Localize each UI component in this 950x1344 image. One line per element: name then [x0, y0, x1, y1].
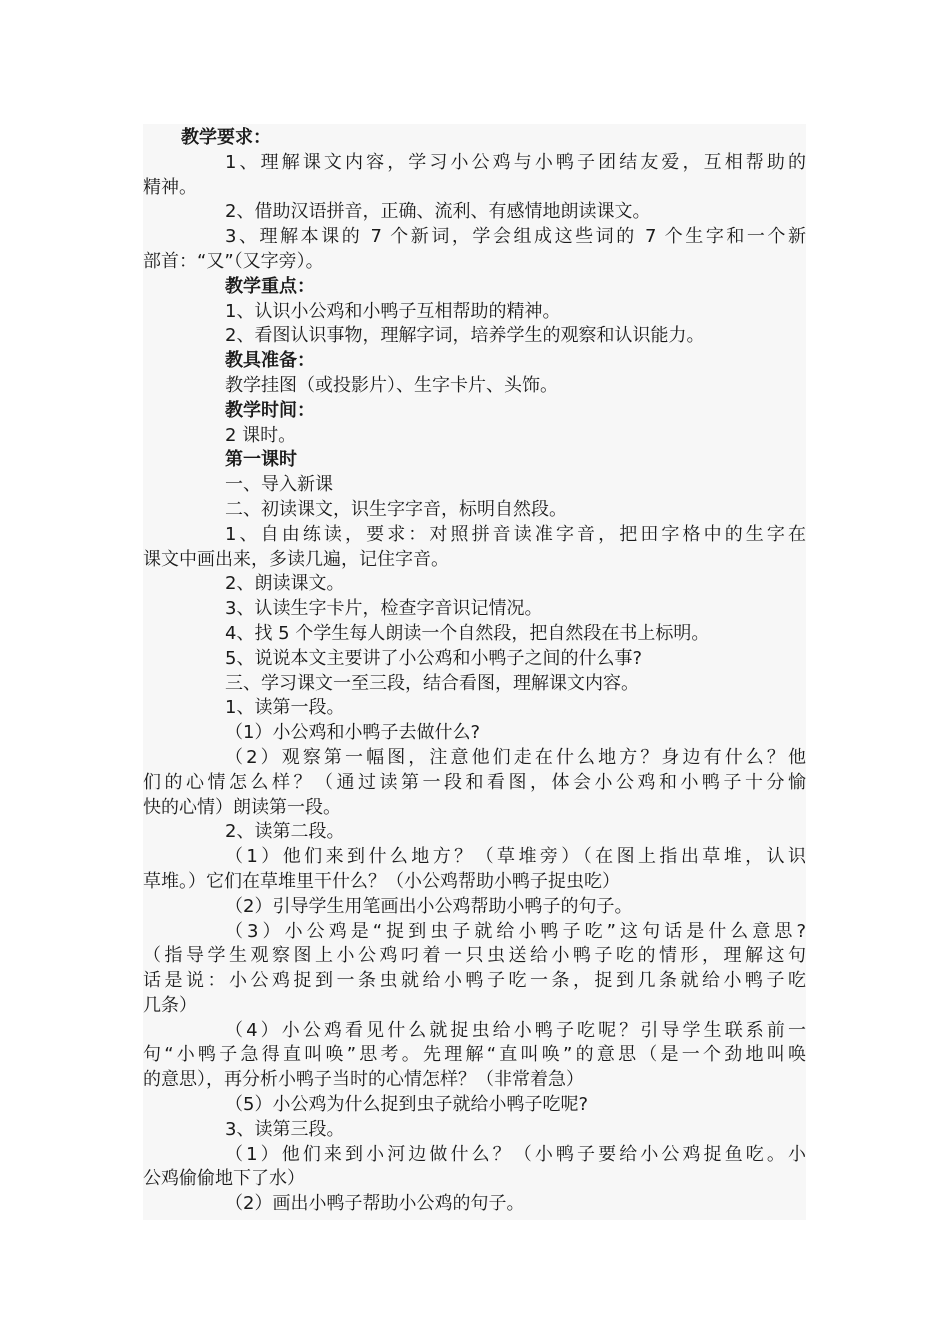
text-line: 公鸡偷偷地下了水）	[143, 1168, 305, 1190]
text-line: 几条）	[143, 994, 197, 1016]
text-line: （1）他们来到小河边做什么？（小鸭子要给小公鸡捉鱼吃。小	[225, 1143, 806, 1165]
text-line: 1、自由练读，要求：对照拼音读准字音，把田字格中的生字在	[225, 523, 806, 545]
text-line: （1）小公鸡和小鸭子去做什么?	[225, 722, 481, 744]
text-line: 2、借助汉语拼音，正确、流利、有感情地朗读课文。	[225, 201, 651, 223]
text-line: 二、初读课文，识生字字音，标明自然段。	[225, 498, 567, 520]
text-line: 4、找 5 个学生每人朗读一个自然段，把自然段在书上标明。	[225, 622, 710, 644]
text-line: 部首：“又”（又字旁）。	[143, 250, 324, 272]
text-line: （2）引导学生用笔画出小公鸡帮助小鸭子的句子。	[225, 895, 633, 917]
section-heading: 教具准备：	[225, 350, 315, 372]
text-line: 2、读第二段。	[225, 821, 345, 843]
text-line: 2 课时。	[225, 424, 297, 446]
section-heading: 教学要求：	[181, 127, 271, 148]
text-line: 1、理解课文内容，学习小公鸡与小鸭子团结友爱，互相帮助的	[225, 151, 806, 173]
text-line: 课文中画出来，多读几遍，记住字音。	[143, 548, 449, 570]
text-line: 三、学习课文一至三段，结合看图，理解课文内容。	[225, 672, 639, 694]
text-line: 2、朗读课文。	[225, 573, 345, 595]
text-line: 3、理解本课的 7 个新词，学会组成这些词的 7 个生字和一个新	[225, 226, 806, 248]
text-line: 5、说说本文主要讲了小公鸡和小鸭子之间的什么事?	[225, 647, 643, 669]
text-line: 句“小鸭子急得直叫唤”思考。先理解“直叫唤”的意思（是一个劲地叫唤	[143, 1044, 806, 1066]
text-line: （2）画出小鸭子帮助小公鸡的句子。	[225, 1193, 525, 1215]
text-line: （指导学生观察图上小公鸡叼着一只虫送给小鸭子吃的情形，理解这句	[143, 945, 806, 967]
text-line: （4）小公鸡看见什么就捉虫给小鸭子吃呢？引导学生联系前一	[225, 1019, 806, 1041]
section-heading: 第一课时	[225, 449, 297, 471]
text-line: 快的心情）朗读第一段。	[143, 796, 341, 818]
text-line: 教学挂图（或投影片）、生字卡片、头饰。	[225, 374, 558, 396]
text-line: 3、认读生字卡片，检查字音识记情况。	[225, 598, 543, 620]
lesson-plan-text	[143, 124, 806, 1217]
text-line: （3）小公鸡是“捉到虫子就给小鸭子吃”这句话是什么意思?	[225, 920, 806, 942]
text-line: 草堆。）它们在草堆里干什么？（小公鸡帮助小鸭子捉虫吃）	[143, 870, 620, 892]
section-heading: 教学时间：	[225, 399, 315, 421]
text-line: 2、看图认识事物，理解字词，培养学生的观察和认识能力。	[225, 325, 705, 347]
text-line: 1、认识小公鸡和小鸭子互相帮助的精神。	[225, 300, 561, 322]
text-line: （2）观察第一幅图，注意他们走在什么地方？身边有什么？他	[225, 746, 806, 768]
text-line: 话是说：小公鸡捉到一条虫就给小鸭子吃一条，捉到几条就给小鸭子吃	[143, 970, 806, 992]
text-line: （5）小公鸡为什么捉到虫子就给小鸭子吃呢?	[225, 1094, 589, 1116]
text-line: 3、读第三段。	[225, 1118, 345, 1140]
section-heading: 教学重点：	[225, 275, 315, 297]
text-line: 一、导入新课	[225, 474, 333, 496]
text-line: 精神。	[143, 176, 197, 198]
text-line: 的意思），再分析小鸭子当时的心情怎样？（非常着急）	[143, 1069, 584, 1091]
document-page	[143, 124, 806, 1220]
text-line: 1、读第一段。	[225, 697, 345, 719]
text-line: 们的心情怎么样？（通过读第一段和看图，体会小公鸡和小鸭子十分愉	[143, 771, 806, 793]
text-line: （1）他们来到什么地方？（草堆旁）（在图上指出草堆，认识	[225, 846, 806, 868]
